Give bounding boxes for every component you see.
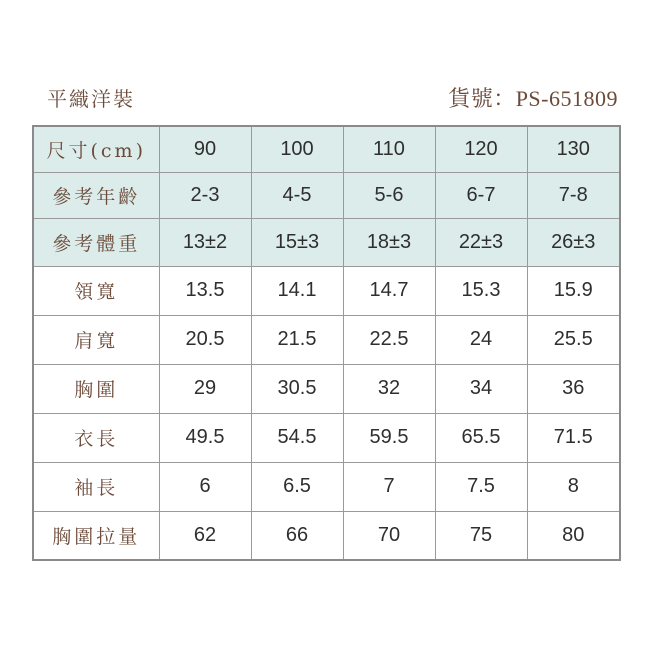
table-cell: 6.5	[251, 462, 343, 511]
table-row	[33, 462, 620, 511]
table-cell: 130	[527, 126, 620, 172]
table-row	[33, 364, 620, 413]
table-cell: 7.5	[435, 462, 527, 511]
table-cell: 110	[343, 126, 435, 172]
table-cell: 25.5	[527, 315, 620, 364]
row-label: 參考年齡	[33, 172, 159, 218]
table-row	[33, 511, 620, 560]
table-cell: 7-8	[527, 172, 620, 218]
table-cell: 26±3	[527, 218, 620, 266]
table-cell: 100	[251, 126, 343, 172]
table-cell: 120	[435, 126, 527, 172]
table-cell: 65.5	[435, 413, 527, 462]
table-cell: 5-6	[343, 172, 435, 218]
table-cell: 36	[527, 364, 620, 413]
row-label: 領寬	[33, 266, 159, 315]
row-label: 胸圍	[33, 364, 159, 413]
table-cell: 6-7	[435, 172, 527, 218]
row-label: 尺寸(cm)	[33, 126, 159, 172]
table-row	[33, 172, 620, 218]
table-cell: 90	[159, 126, 251, 172]
table-cell: 15±3	[251, 218, 343, 266]
table-cell: 8	[527, 462, 620, 511]
table-row	[33, 413, 620, 462]
table-cell: 80	[527, 511, 620, 560]
table-cell: 22.5	[343, 315, 435, 364]
table-row	[33, 266, 620, 315]
table-cell: 7	[343, 462, 435, 511]
row-label: 胸圍拉量	[33, 511, 159, 560]
table-cell: 18±3	[343, 218, 435, 266]
table-cell: 21.5	[251, 315, 343, 364]
item-number: 貨號：PS-651809	[448, 86, 618, 111]
row-label: 參考體重	[33, 218, 159, 266]
table-cell: 59.5	[343, 413, 435, 462]
table-cell: 29	[159, 364, 251, 413]
row-label: 肩寬	[33, 315, 159, 364]
table-cell: 15.3	[435, 266, 527, 315]
table-cell: 22±3	[435, 218, 527, 266]
table-cell: 15.9	[527, 266, 620, 315]
table-cell: 14.1	[251, 266, 343, 315]
table-cell: 32	[343, 364, 435, 413]
table-cell: 4-5	[251, 172, 343, 218]
table-cell: 14.7	[343, 266, 435, 315]
table-cell: 62	[159, 511, 251, 560]
table-cell: 13.5	[159, 266, 251, 315]
product-title: 平織洋裝	[47, 87, 135, 111]
table-cell: 34	[435, 364, 527, 413]
table-cell: 49.5	[159, 413, 251, 462]
size-table	[32, 125, 621, 561]
size-header-row	[33, 126, 620, 172]
table-row	[33, 315, 620, 364]
table-cell: 13±2	[159, 218, 251, 266]
table-cell: 75	[435, 511, 527, 560]
row-label: 衣長	[33, 413, 159, 462]
table-cell: 71.5	[527, 413, 620, 462]
table-cell: 6	[159, 462, 251, 511]
table-cell: 2-3	[159, 172, 251, 218]
table-cell: 54.5	[251, 413, 343, 462]
row-label: 袖長	[33, 462, 159, 511]
table-cell: 66	[251, 511, 343, 560]
table-cell: 20.5	[159, 315, 251, 364]
table-cell: 30.5	[251, 364, 343, 413]
table-cell: 24	[435, 315, 527, 364]
table-row	[33, 218, 620, 266]
table-cell: 70	[343, 511, 435, 560]
